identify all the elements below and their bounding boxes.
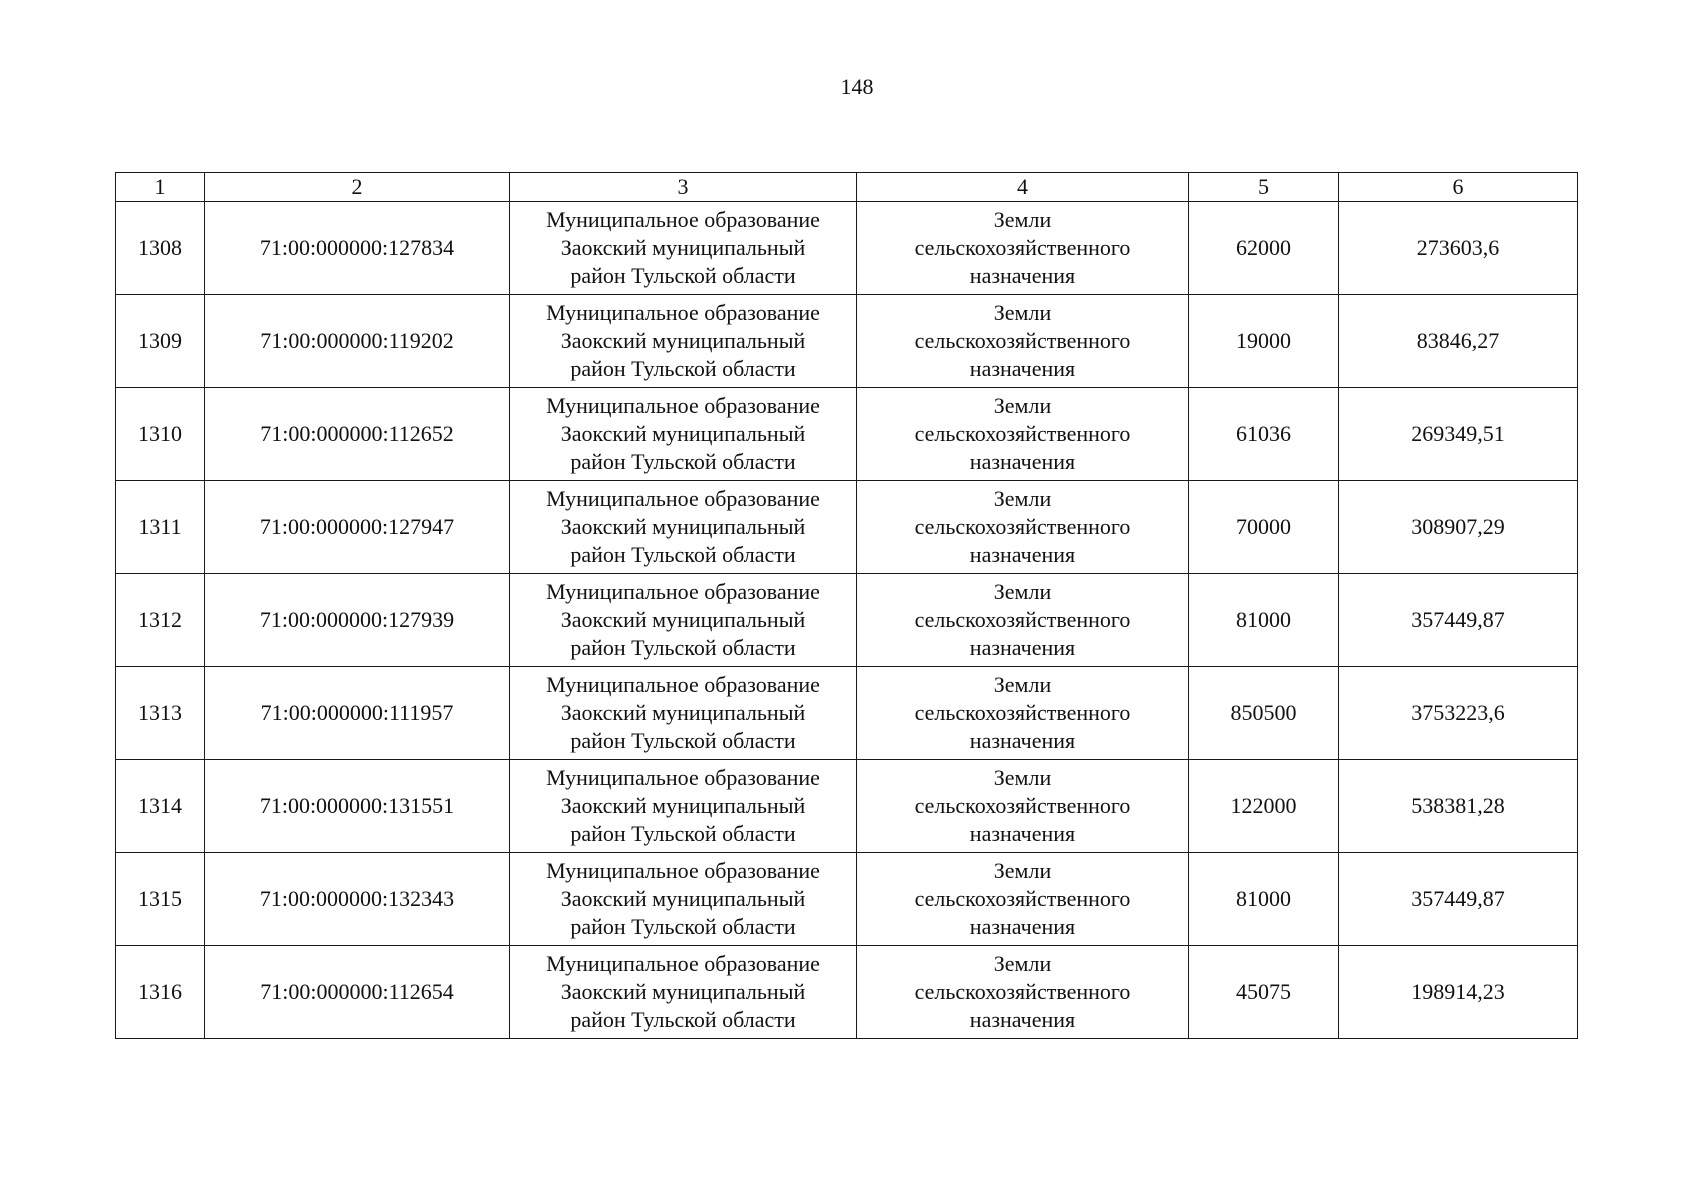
row-number-cell: 1315 [116,853,205,946]
land-category-cell [857,388,1189,481]
page-number: 148 [840,74,874,99]
cadastral-number-cell: 71:00:000000:127939 [205,574,510,667]
land-category-cell [857,667,1189,760]
owner-cell-line: Муниципальное образование [546,300,820,325]
row-number-cell: 1312 [116,574,205,667]
cadastral-number-cell: 71:00:000000:111957 [205,667,510,760]
owner-cell-line: Муниципальное образование [546,858,820,883]
land-category-cell-line: Земли [993,858,1052,883]
owner-cell [510,202,857,295]
land-category-cell [857,574,1189,667]
area-cell: 850500 [1189,667,1339,760]
land-category-cell [857,760,1189,853]
area-cell: 122000 [1189,760,1339,853]
land-category-cell-line: Земли [993,300,1052,325]
area-cell: 62000 [1189,202,1339,295]
owner-cell [510,667,857,760]
cadastral-value-cell: 357449,87 [1339,574,1578,667]
land-category-cell-line: сельскохозяйственного [914,886,1131,911]
area-cell: 81000 [1189,853,1339,946]
area-cell: 70000 [1189,481,1339,574]
owner-cell-line: район Тульской области [570,728,796,753]
table-row [116,667,1578,760]
land-category-cell-line: Земли [993,765,1052,790]
column-header-6: 6 [1339,173,1578,202]
column-header-5: 5 [1189,173,1339,202]
row-number-cell: 1310 [116,388,205,481]
land-category-cell-line: сельскохозяйственного [914,235,1131,260]
land-category-cell-line: назначения [969,263,1076,288]
table-body [116,202,1578,1039]
land-category-cell-line: сельскохозяйственного [914,793,1131,818]
cadastral-value-cell: 273603,6 [1339,202,1578,295]
land-category-cell-line: Земли [993,207,1052,232]
owner-cell-line: Муниципальное образование [546,393,820,418]
land-category-cell [857,481,1189,574]
land-category-cell [857,202,1189,295]
owner-cell-line: Муниципальное образование [546,579,820,604]
cadastral-value-cell: 538381,28 [1339,760,1578,853]
owner-cell [510,853,857,946]
land-category-cell-line: Земли [993,393,1052,418]
area-cell: 19000 [1189,295,1339,388]
owner-cell-line: район Тульской области [570,449,796,474]
cadastral-value-cell: 83846,27 [1339,295,1578,388]
table-row [116,388,1578,481]
area-cell: 45075 [1189,946,1339,1039]
area-cell: 61036 [1189,388,1339,481]
column-header-2: 2 [205,173,510,202]
land-category-cell-line: сельскохозяйственного [914,514,1131,539]
owner-cell-line: район Тульской области [570,635,796,660]
cadastral-value-cell: 357449,87 [1339,853,1578,946]
column-header-4: 4 [857,173,1189,202]
land-category-cell-line: сельскохозяйственного [914,979,1131,1004]
row-number-cell: 1314 [116,760,205,853]
owner-cell-line: район Тульской области [570,263,796,288]
row-number-cell: 1308 [116,202,205,295]
owner-cell [510,946,857,1039]
owner-cell [510,388,857,481]
cadastral-number-cell: 71:00:000000:112652 [205,388,510,481]
row-number-cell: 1316 [116,946,205,1039]
column-header-3: 3 [510,173,857,202]
land-category-cell [857,295,1189,388]
cadastral-value-cell: 198914,23 [1339,946,1578,1039]
land-category-cell-line: назначения [969,635,1076,660]
cadastral-value-cell: 308907,29 [1339,481,1578,574]
owner-cell-line: Муниципальное образование [546,765,820,790]
table-row [116,574,1578,667]
owner-cell-line: Заокский муниципальный [560,886,806,911]
owner-cell-line: Заокский муниципальный [560,514,806,539]
land-category-cell-line: назначения [969,542,1076,567]
land-category-cell [857,853,1189,946]
owner-cell-line: Муниципальное образование [546,207,820,232]
land-category-cell-line: Земли [993,579,1052,604]
owner-cell-line: Заокский муниципальный [560,421,806,446]
column-header-1: 1 [116,173,205,202]
owner-cell-line: Муниципальное образование [546,951,820,976]
owner-cell-line: Муниципальное образование [546,486,820,511]
owner-cell-line: Заокский муниципальный [560,328,806,353]
land-plots-table [115,172,1578,1039]
table-row [116,853,1578,946]
owner-cell [510,760,857,853]
land-category-cell-line: сельскохозяйственного [914,328,1131,353]
land-category-cell-line: Земли [993,951,1052,976]
land-category-cell-line: сельскохозяйственного [914,421,1131,446]
area-cell: 81000 [1189,574,1339,667]
table-row [116,481,1578,574]
table-row [116,760,1578,853]
land-category-cell-line: назначения [969,728,1076,753]
land-category-cell-line: назначения [969,356,1076,381]
cadastral-number-cell: 71:00:000000:119202 [205,295,510,388]
owner-cell [510,481,857,574]
owner-cell-line: район Тульской области [570,542,796,567]
land-category-cell-line: назначения [969,821,1076,846]
header-row [116,173,1578,202]
land-category-cell-line: сельскохозяйственного [914,607,1131,632]
land-category-cell-line: Земли [993,672,1052,697]
land-category-cell-line: назначения [969,1007,1076,1032]
owner-cell-line: Муниципальное образование [546,672,820,697]
row-number-cell: 1311 [116,481,205,574]
land-category-cell-line: сельскохозяйственного [914,700,1131,725]
table-row [116,202,1578,295]
owner-cell-line: район Тульской области [570,356,796,381]
table-row [116,946,1578,1039]
row-number-cell: 1309 [116,295,205,388]
owner-cell [510,574,857,667]
row-number-cell: 1313 [116,667,205,760]
land-category-cell [857,946,1189,1039]
land-category-cell-line: назначения [969,914,1076,939]
cadastral-number-cell: 71:00:000000:127834 [205,202,510,295]
owner-cell-line: район Тульской области [570,914,796,939]
land-category-cell-line: Земли [993,486,1052,511]
owner-cell-line: Заокский муниципальный [560,607,806,632]
cadastral-number-cell: 71:00:000000:131551 [205,760,510,853]
owner-cell [510,295,857,388]
cadastral-value-cell: 3753223,6 [1339,667,1578,760]
table-header [116,173,1578,202]
cadastral-value-cell: 269349,51 [1339,388,1578,481]
owner-cell-line: район Тульской области [570,821,796,846]
owner-cell-line: Заокский муниципальный [560,793,806,818]
cadastral-number-cell: 71:00:000000:112654 [205,946,510,1039]
cadastral-number-cell: 71:00:000000:127947 [205,481,510,574]
owner-cell-line: Заокский муниципальный [560,700,806,725]
land-category-cell-line: назначения [969,449,1076,474]
table-row [116,295,1578,388]
owner-cell-line: Заокский муниципальный [560,979,806,1004]
owner-cell-line: Заокский муниципальный [560,235,806,260]
owner-cell-line: район Тульской области [570,1007,796,1032]
cadastral-number-cell: 71:00:000000:132343 [205,853,510,946]
